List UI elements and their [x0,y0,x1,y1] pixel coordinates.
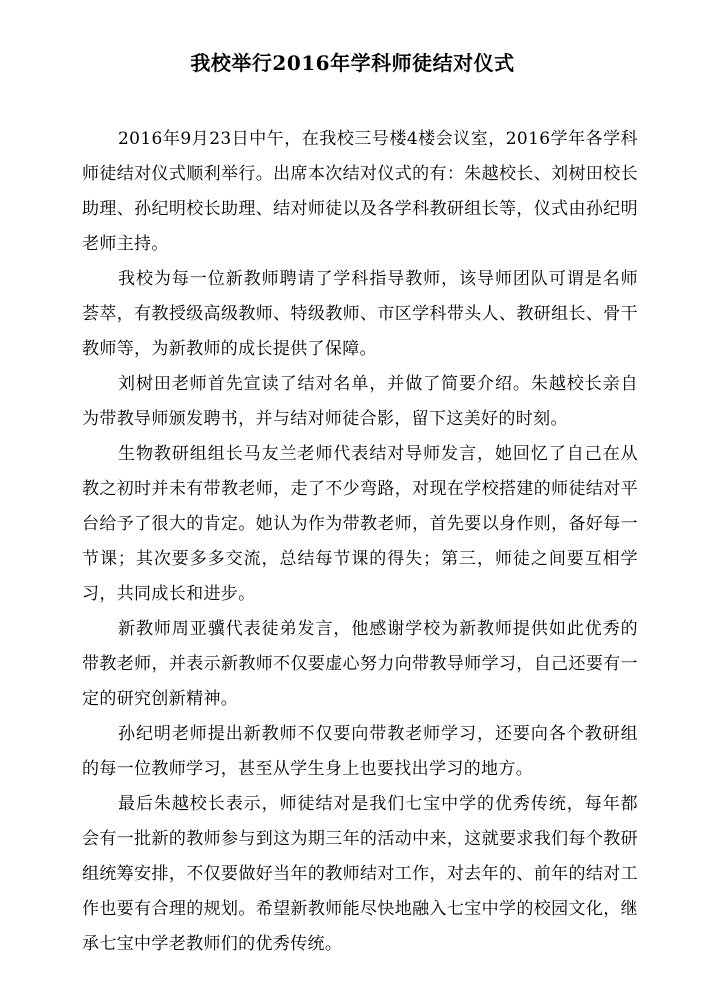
paragraph-opening: 2016年9月23日中午，在我校三号楼4楼会议室，2016学年各学科师徒结对仪式顺利举行。出席本次结对仪式的有：朱越校长、刘树田校长助理、孙纪明校长助理、结对师徒以及各学科教研组长等，仪式由孙纪明老师主持。 [82,129,638,254]
document-body [82,122,638,962]
paragraph-mentors: 我校为每一位新教师聘请了学科指导教师，该导师团队可谓是名师荟萃，有教授级高级教师、特级教师、市区学科带头人、教研组长、骨干教师等，为新教师的成长提供了保障。 [82,269,638,359]
paragraph-pairing-list: 刘树田老师首先宣读了结对名单，并做了简要介绍。朱越校长亲自为带教导师颁发聘书，并与结对师徒合影，留下这美好的时刻。 [82,374,638,429]
paragraph-apprentice-speech: 新教师周亚骥代表徒弟发言，他感谢学校为新教师提供如此优秀的带教老师，并表示新教师不仅要虚心努力向带教导师学习，自己还要有一定的研究创新精神。 [82,619,638,709]
document-title: 我校举行2016年学科师徒结对仪式 [190,51,515,75]
paragraph-closing: 最后朱越校长表示，师徒结对是我们七宝中学的优秀传统，每年都会有一批新的教师参与到这为期三年的活动中来，这就要求我们每个教研组统筹安排，不仅要做好当年的教师结对工作，对去年的、前年的结对工作也要有合理的规划。希望新教师能尽快地融入七宝中学的校园文化，继承七宝中学老教师们的优秀传统。 [82,794,638,954]
paragraph-mentor-speech: 生物教研组组长马友兰老师代表结对导师发言，她回忆了自己在从教之初时并未有带教老师，走了不少弯路，对现在学校搭建的师徒结对平台给予了很大的肯定。她认为作为带教老师，首先要以身作则，备好每一节课；其次要多多交流，总结每节课的得失；第三，师徒之间要互相学习，共同成长和进步。 [82,444,638,604]
paragraph-learning: 孙纪明老师提出新教师不仅要向带教老师学习，还要向各个教研组的每一位教师学习，甚至从学生身上也要找出学习的地方。 [82,724,638,779]
